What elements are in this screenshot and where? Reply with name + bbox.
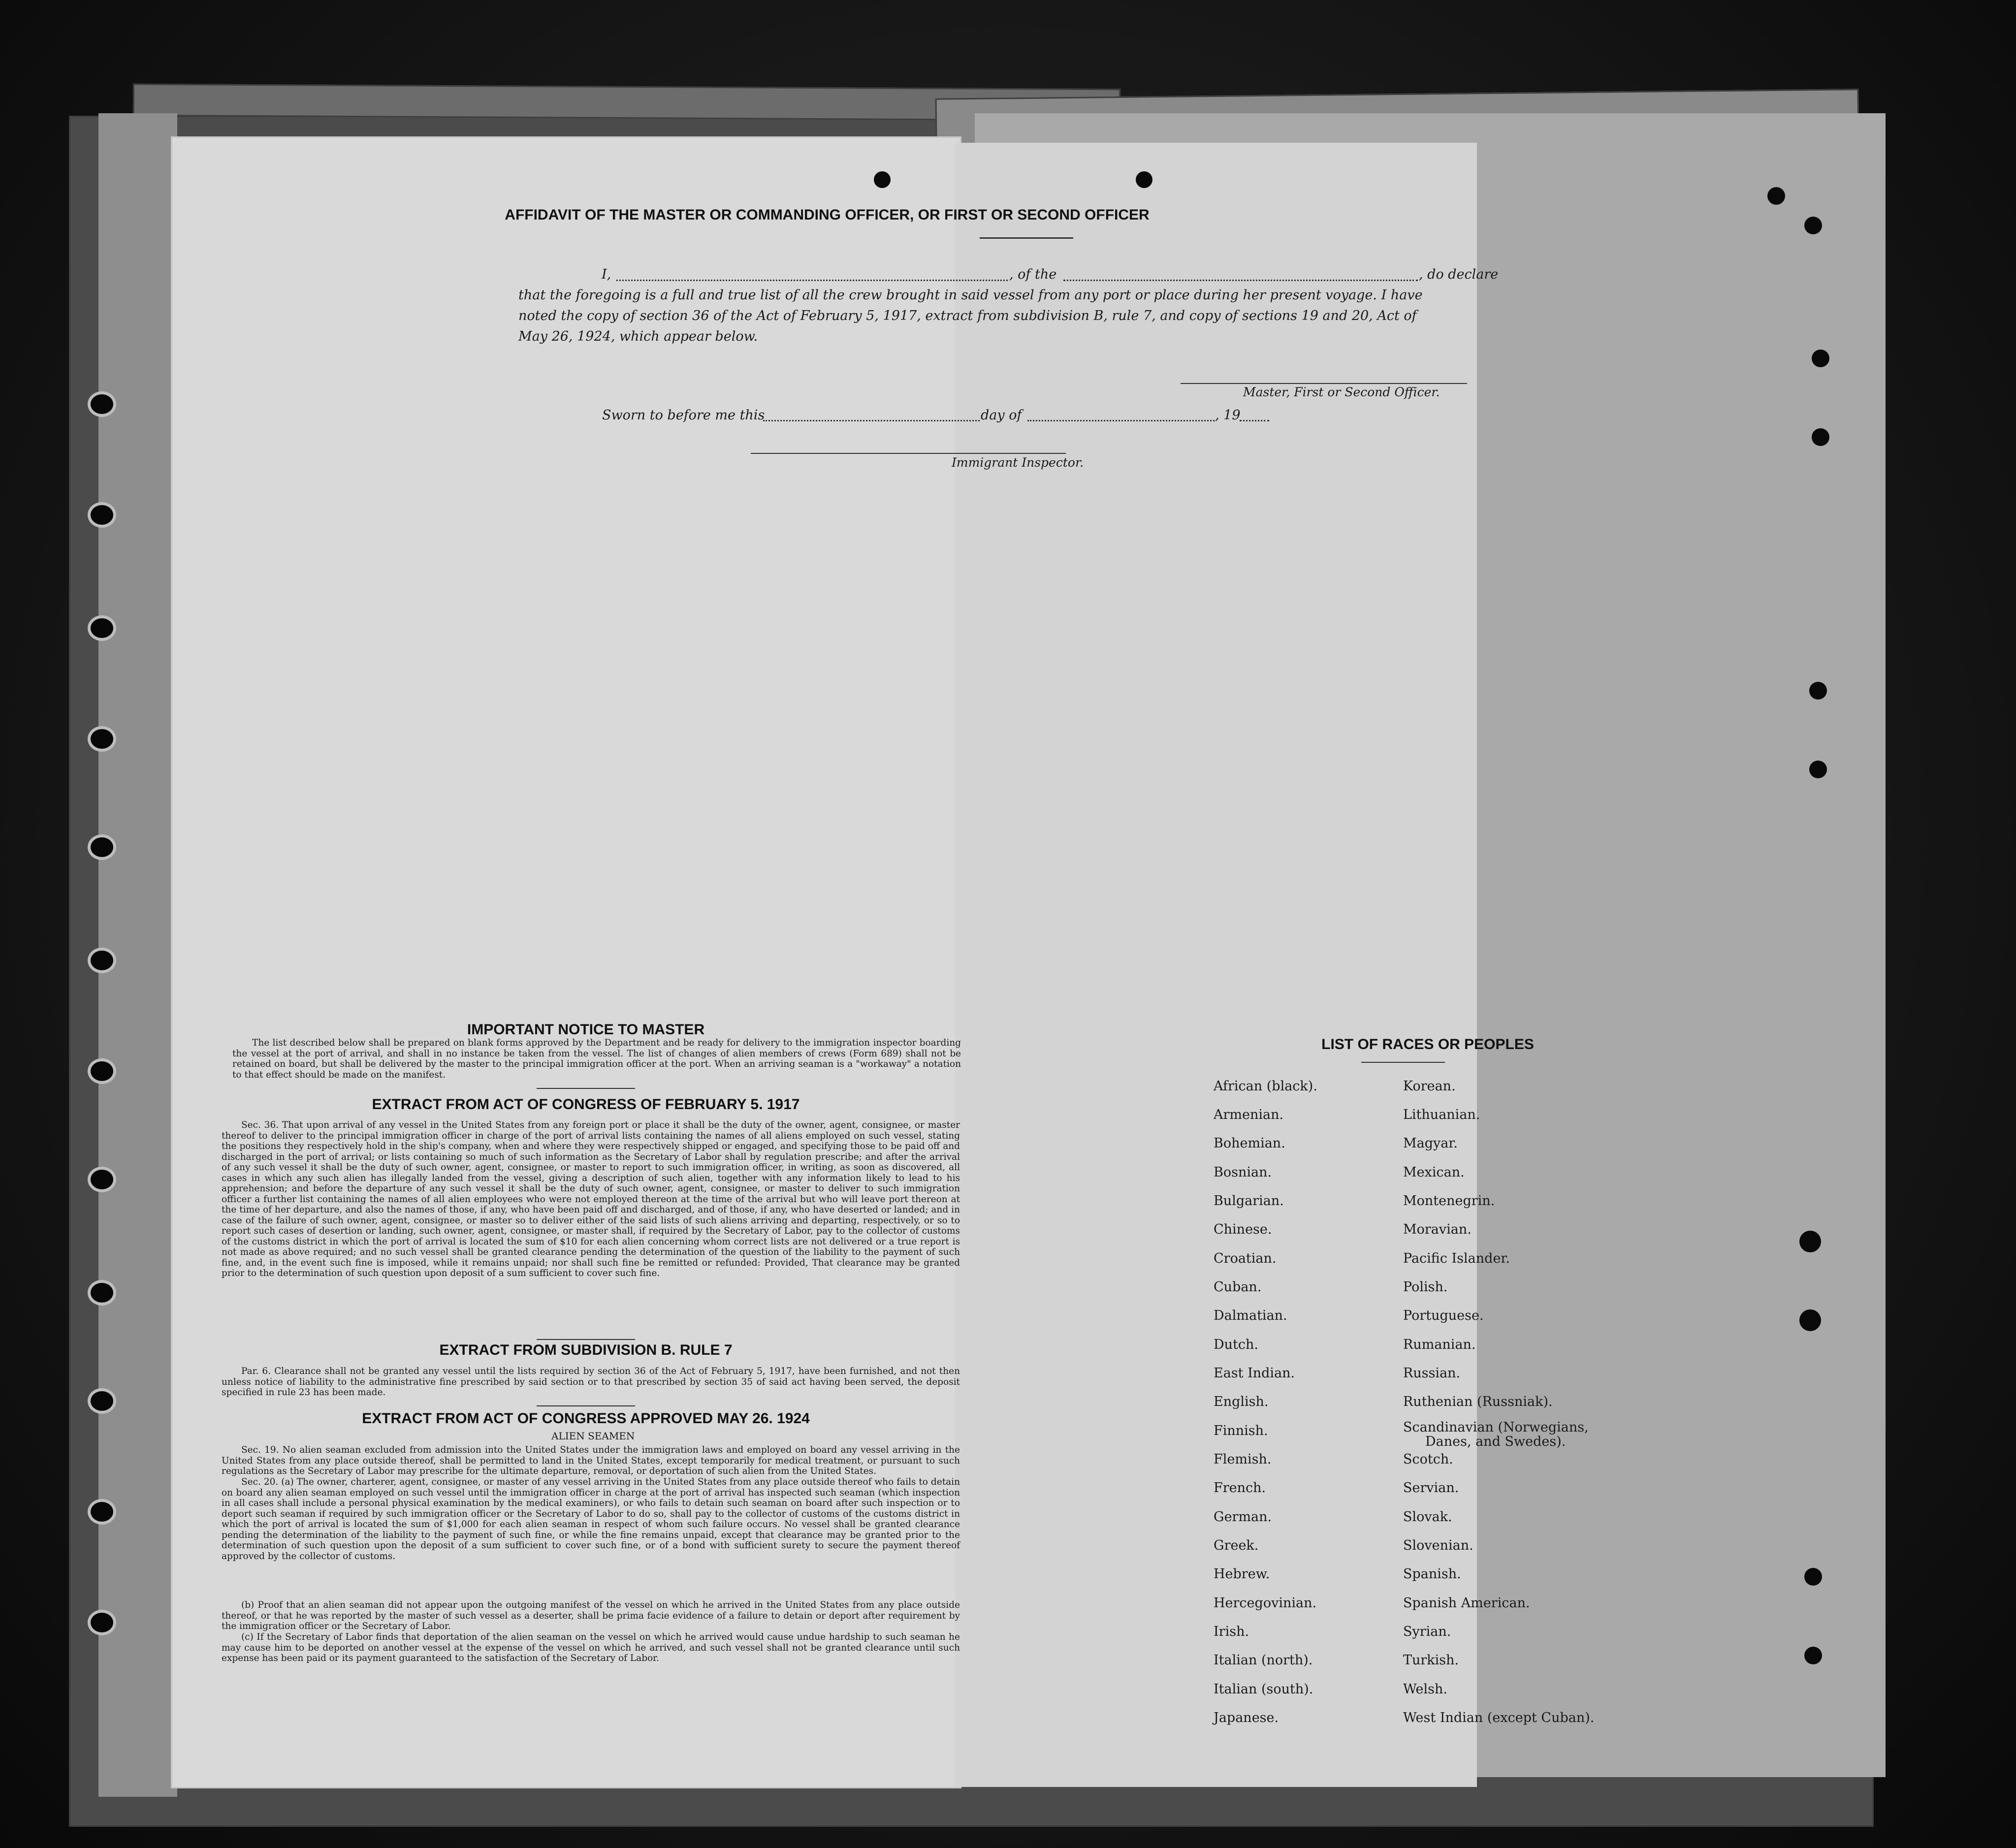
- race-item: Ruthenian (Russniak).: [1403, 1394, 1553, 1409]
- page-punch-hole: [874, 171, 891, 188]
- race-item: Magyar.: [1403, 1136, 1458, 1151]
- notice-title: IMPORTANT NOTICE TO MASTER: [467, 1021, 705, 1038]
- affidavit-title: AFFIDAVIT OF THE MASTER OR COMMANDING OFFICER, OR FIRST OR SECOND OFFICER: [505, 207, 1150, 223]
- races-title: LIST OF RACES OR PEOPLES: [1321, 1036, 1534, 1052]
- master-signature-line[interactable]: [1181, 383, 1467, 384]
- binding-hole: [88, 726, 116, 752]
- binding-hole: [88, 391, 116, 417]
- ledger-hole: [1767, 187, 1785, 205]
- name-blank[interactable]: [616, 280, 1008, 281]
- page-punch-hole: [1136, 171, 1152, 188]
- race-item: Korean.: [1403, 1079, 1456, 1094]
- race-item: Turkish.: [1403, 1653, 1459, 1668]
- ledger-hole: [1804, 1568, 1822, 1586]
- race-item: Welsh.: [1403, 1682, 1447, 1697]
- sworn-year-prefix: , 19: [1215, 408, 1241, 423]
- race-item: Dalmatian.: [1214, 1308, 1287, 1323]
- race-item: Hercegovinian.: [1214, 1595, 1317, 1611]
- declaration-do-declare: , do declare: [1419, 267, 1499, 282]
- race-item: Chinese.: [1214, 1222, 1272, 1237]
- race-item: Finnish.: [1214, 1423, 1268, 1438]
- binding-hole: [88, 615, 116, 641]
- binding-hole: [88, 1610, 116, 1635]
- declaration-of-the: , of the: [1009, 267, 1057, 282]
- race-item: African (black).: [1214, 1079, 1317, 1094]
- ledger-hole: [1804, 217, 1822, 234]
- race-item: Dutch.: [1214, 1337, 1258, 1352]
- race-item: Spanish American.: [1403, 1595, 1530, 1611]
- declaration-line-2: that the foregoing is a full and true list of all the crew brought in said vessel from any port or place during her present voyage. I have: [518, 287, 1423, 303]
- race-item: East Indian.: [1214, 1366, 1295, 1381]
- race-item: Greek.: [1214, 1538, 1259, 1553]
- race-item: Servian.: [1403, 1480, 1459, 1496]
- ledger-hole: [1809, 761, 1827, 778]
- extract-rule7-title: EXTRACT FROM SUBDIVISION B. RULE 7: [439, 1342, 733, 1358]
- sworn-year-blank[interactable]: [1240, 420, 1269, 421]
- extract-1924-sec20c: (c) If the Secretary of Labor finds that deportation of the alien seaman on the vessel on which he arrived would cause undue hardship to such seaman he may cause him to be deported on another vessel at the expense of the vessel on which he arrived, and such vessel shall not be granted clearance until such expense has been paid or its payment guaranteed to the satisfaction of the Secretary of Labor.: [222, 1632, 960, 1663]
- binding-hole: [88, 1280, 116, 1306]
- race-item: Bulgarian.: [1214, 1193, 1284, 1209]
- title-underline: [980, 237, 1073, 239]
- race-item: Polish.: [1403, 1279, 1448, 1295]
- binding-hole: [88, 948, 116, 973]
- declaration-line-3: noted the copy of section 36 of the Act of February 5, 1917, extract from subdivision B, rule 7, and copy of sections 19 and 20, Act of: [518, 308, 1417, 323]
- race-item: Syrian.: [1403, 1624, 1451, 1639]
- race-item: Slovak.: [1403, 1509, 1452, 1525]
- inspector-signature-line[interactable]: [751, 453, 1066, 454]
- section-divider: [537, 1088, 635, 1089]
- binding-hole: [88, 1058, 116, 1084]
- race-item: Scotch.: [1403, 1452, 1453, 1467]
- inspector-signature-label: Immigrant Inspector.: [952, 455, 1084, 470]
- declaration-pronoun: I,: [602, 267, 611, 282]
- race-item: Mexican.: [1403, 1165, 1465, 1180]
- declaration-line-4: May 26, 1924, which appear below.: [518, 329, 758, 344]
- race-item: Italian (south).: [1214, 1682, 1313, 1697]
- ledger-hole: [1812, 350, 1829, 367]
- master-signature-label: Master, First or Second Officer.: [1243, 385, 1440, 399]
- binding-hole: [88, 502, 116, 528]
- extract-1924-title: EXTRACT FROM ACT OF CONGRESS APPROVED MAY 26. 1924: [362, 1410, 810, 1427]
- race-item: Croatian.: [1214, 1251, 1277, 1266]
- extract-1924-sec19: Sec. 19. No alien seaman excluded from admission into the United States under the immigration laws and employed on board any vessel arriving in the United States from any place outside thereof, shall be permitted to land in the United States, except temporarily for medical treatment, or pursuant to such regulations as the Secretary of Labor may prescribe for the ultimate departure, removal, or deportation of such alien from the United States.: [222, 1445, 960, 1476]
- extract-1924-sec20b: (b) Proof that an alien seaman did not appear upon the outgoing manifest of the vessel on which he arrived in the United States from any place outside thereof, or that he was reported by the master of such vessel as a deserter, shall be prima facie evidence of a failure to detain or deport after requirement by the immigration officer or the Secretary of Labor.: [222, 1600, 960, 1631]
- binding-hole: [88, 1499, 116, 1525]
- section-divider: [537, 1405, 635, 1406]
- race-item: German.: [1214, 1509, 1272, 1525]
- race-item: Cuban.: [1214, 1279, 1262, 1295]
- notice-text: The list described below shall be prepared on blank forms approved by the Department and be ready for delivery to the immigration inspector boarding the vessel at the port of arrival, and shall in no instance be taken from the vessel. The list of changes of alien members of crews (Form 689) shall not be retained on board, but shall be delivered by the master to the principal immigration officer at the port. When an arriving seaman is a "workaway" a notation to that effect should be made on the manifest.: [232, 1038, 961, 1080]
- binding-hole: [88, 834, 116, 860]
- section-divider: [537, 1339, 635, 1340]
- race-item: West Indian (except Cuban).: [1403, 1710, 1595, 1725]
- binding-hole: [88, 1388, 116, 1414]
- race-item: Spanish.: [1403, 1566, 1461, 1582]
- race-item: Hebrew.: [1214, 1566, 1270, 1582]
- affidavit-form-page: [172, 138, 1595, 1787]
- vessel-blank[interactable]: [1063, 280, 1418, 281]
- sworn-day-of: day of: [981, 408, 1022, 423]
- binding-hole: [88, 1167, 116, 1192]
- race-item: Flemish.: [1214, 1452, 1272, 1467]
- race-item: Slovenian.: [1403, 1538, 1473, 1553]
- ledger-hole: [1799, 1309, 1821, 1331]
- ledger-hole: [1799, 1231, 1821, 1252]
- race-item: Italian (north).: [1214, 1653, 1313, 1668]
- race-item: Bosnian.: [1214, 1165, 1272, 1180]
- race-item: Rumanian.: [1403, 1337, 1476, 1352]
- races-title-underline: [1361, 1062, 1445, 1063]
- sworn-day-blank[interactable]: [763, 420, 980, 421]
- ledger-hole: [1804, 1647, 1822, 1664]
- sworn-statement: Sworn to before me this: [602, 408, 765, 423]
- race-item: Irish.: [1214, 1624, 1249, 1639]
- race-item: Moravian.: [1403, 1222, 1472, 1237]
- extract-1917-title: EXTRACT FROM ACT OF CONGRESS OF FEBRUARY 5. 1917: [372, 1096, 800, 1113]
- race-item: French.: [1214, 1480, 1266, 1496]
- race-item: Portuguese.: [1403, 1308, 1484, 1323]
- sworn-month-blank[interactable]: [1027, 420, 1215, 421]
- ledger-hole: [1812, 428, 1829, 446]
- extract-1917-text: Sec. 36. That upon arrival of any vessel in the United States from any foreign port or place it shall be the duty of the owner, agent, consignee, or master thereof to deliver to the principal immigration officer in charge of the port of arrival lists containing the names of all aliens employed on such vessel, stating the positions they respectively hold in the ship's company, when and where they were respectively shipped or engaged, and specifying those to be paid off and discharged in the port of arrival; or lists containing so much of such information as the Secretary of Labor shall by regulation prescribe; and after the arrival of any such vessel it shall be the duty of such owner, agent, consignee, or master to report to such immigration officer, in writing, as soon as discovered, all cases in which any such alien has illegally landed from the vessel, giving a description of such alien, together with any information likely to lead to his apprehension; and before the departure of any such vessel it shall be the duty of such owner, agent, consignee, or master to deliver to such immigration officer a further list containing the names of all alien employees who were not employed thereon at the time of the arrival but who will leave port thereon at the time of her departure, and also the names of those, if any, who have been paid off and discharged, and of those, if any, who have deserted or landed; and in case of the failure of such owner, agent, consignee, or master so to deliver either of the said lists of such aliens arriving and departing, respectively, or so to report such cases of desertion or landing, such owner, agent, consignee, or master shall, if required by the Secretary of Labor, pay to the collector of customs of the customs district in which the port of arrival is located the sum of $10 for each alien concerning whom correct lists are not delivered or a true report is not made as above required; and no such vessel shall be granted clearance pending the determination of the question of the liability to the payment of such fine, and, in the event such fine is imposed, while it remains unpaid; nor shall such fine be remitted or refunded: Provided, That clearance may be granted prior to the determination of such question upon deposit of a sum sufficient to cover such fine.: [222, 1120, 960, 1278]
- race-item: Pacific Islander.: [1403, 1251, 1510, 1266]
- ledger-hole: [1809, 682, 1827, 700]
- race-item: Lithuanian.: [1403, 1107, 1480, 1122]
- race-item: Scandinavian (Norwegians,: [1403, 1420, 1589, 1435]
- race-item-continuation: Danes, and Swedes).: [1425, 1434, 1566, 1449]
- extract-1924-sec20a: Sec. 20. (a) The owner, charterer, agent, consignee, or master of any vessel arriving in the United States from any place outside thereof who fails to detain on board any alien seaman employed on such vessel until the immigration officer in charge at the port of arrival has inspected such seaman (which inspection in all cases shall include a personal physical examination by the medical examiners), or who fails to detain such seaman on board after such inspection or to deport such seaman if required by such immigration officer or the Secretary of Labor to do so, shall pay to the collector of customs of the customs district in which the port of arrival is located the sum of $1,000 for each alien seaman in respect of whom such failure occurs. No vessel shall be granted clearance pending the determination of the liability to the payment of such fine, or while the fine remains unpaid, except that clearance may be granted prior to the determination of such question upon the deposit of a sum sufficient to cover such fine, or of a bond with sufficient surety to secure the payment thereof approved by the collector of customs.: [222, 1477, 960, 1561]
- race-item: Bohemian.: [1214, 1136, 1285, 1151]
- alien-seamen-subtitle: ALIEN SEAMEN: [551, 1430, 635, 1442]
- race-item: English.: [1214, 1394, 1269, 1409]
- extract-rule7-text: Par. 6. Clearance shall not be granted any vessel until the lists required by section 36 of the Act of February 5, 1917, have been furnished, and not then unless notice of liability to the administrative fine prescribed by said section or to that prescribed by section 35 of said act having been served, the deposit specified in rule 23 has been made.: [222, 1366, 960, 1398]
- race-item: Armenian.: [1214, 1107, 1284, 1122]
- race-item: Russian.: [1403, 1366, 1461, 1381]
- race-item: Montenegrin.: [1403, 1193, 1495, 1209]
- race-item: Japanese.: [1214, 1710, 1279, 1725]
